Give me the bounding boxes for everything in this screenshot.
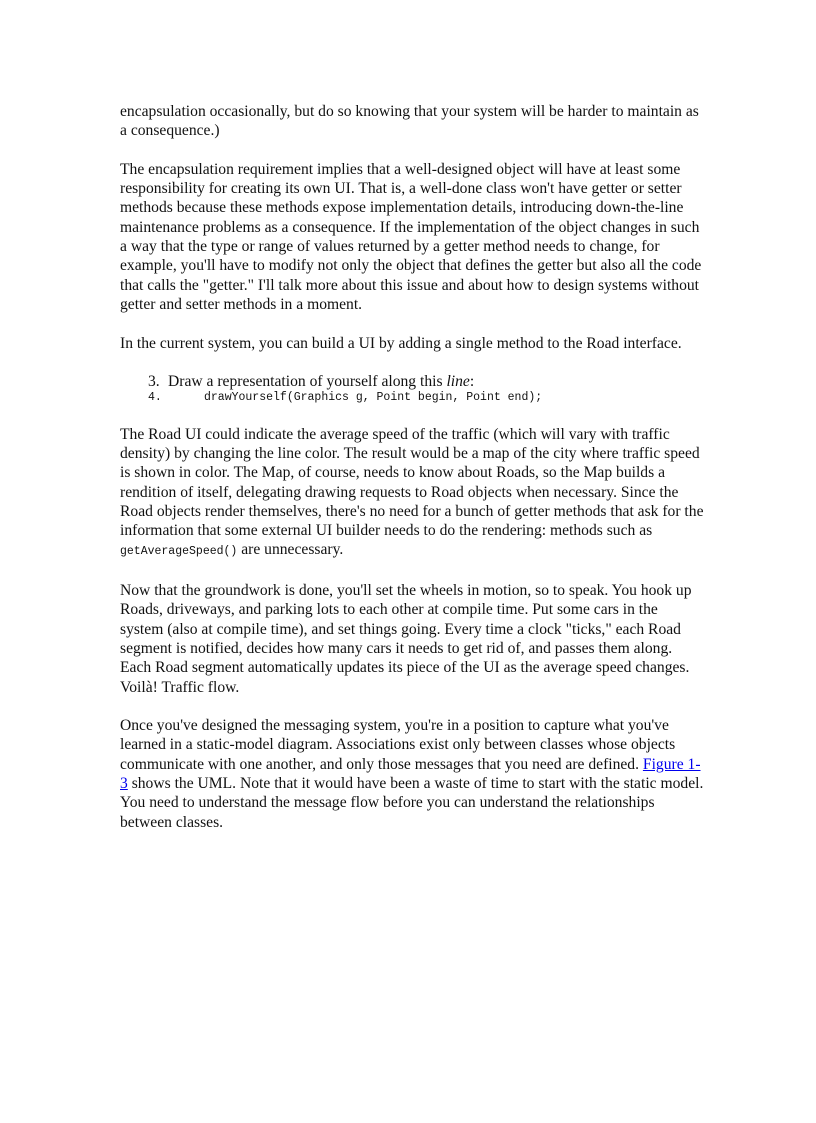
- paragraph-text: shows the UML. Note that it would have been a waste of time to start with the static model. You need to understand the message flow before you can understand the relationships between classes.: [120, 775, 704, 831]
- list-item-3: [120, 372, 705, 391]
- list-item-colon: :: [469, 373, 475, 391]
- list-item-text: Draw a representation of yourself along this: [168, 373, 447, 391]
- list-number: 4.: [148, 391, 162, 405]
- figure-1-3-link[interactable]: Figure 1-3: [120, 755, 701, 792]
- paragraph-encapsulation-end: encapsulation occasionally, but do so knowing that your system will be harder to maintain as a consequence.): [120, 103, 699, 140]
- code-get-average-speed: getAverageSpeed(): [120, 545, 238, 559]
- paragraph-text: Once you've designed the messaging system, you're in a position to capture what you've learned in a static-model diagram. Associations exist only between classes whose objects communicate with one another, and only those messages that you need are defined.: [120, 717, 676, 773]
- paragraph-text: The Road UI could indicate the average speed of the traffic (which will vary with traffic density) by changing the line color. The result would be a map of the city where traffic speed is shown in color. The Map, of course, needs to know about Roads, so the Map builds a rendition of itself, delegating drawing requests to Road objects when necessary. Since the Road objects render themselves, there's no need for a bunch of getter methods that ask for the information that some external UI builder needs to do the rendering: methods such as: [120, 425, 704, 540]
- paragraph-text: are unnecessary.: [237, 541, 344, 559]
- list-number: 3.: [148, 373, 160, 391]
- numbered-list: [120, 372, 705, 405]
- paragraph-encapsulation-requirement: The encapsulation requirement implies that a well-designed object will have at least some responsibility for creating its own UI. That is, a well-done class won't have getter or setter methods because these methods expose implementation details, introducing down-the-line maintenance problems as a consequence. If the implementation of the object changes in such a way that the type or range of values returned by a getter method needs to change, for example, you'll have to modify not only the object that defines the getter but also all the code that calls the "getter." I'll talk more about this issue and about how to design systems without getter and setter methods in a moment.: [120, 160, 702, 313]
- paragraph-current-system: In the current system, you can build a UI by adding a single method to the Road interface.: [120, 334, 682, 352]
- list-item-emphasis: line: [446, 373, 470, 391]
- list-item-4: [120, 391, 705, 405]
- paragraph-groundwork: Now that the groundwork is done, you'll set the wheels in motion, so to speak. You hook up Roads, driveways, and parking lots to each other at compile time. Put some cars in the system (also at compile time), and set things going. Every time a clock "ticks," each Road segment is notified, decides how many cars it needs to get rid of, and passes them along. Each Road segment automatically updates its piece of the UI as the average speed changes. Voilà! Traffic flow.: [120, 582, 692, 696]
- paragraph-messaging-system: [120, 716, 705, 832]
- paragraph-road-ui: [120, 425, 705, 562]
- code-draw-yourself: drawYourself(Graphics g, Point begin, Point end);: [204, 391, 543, 405]
- document-page: [120, 102, 705, 851]
